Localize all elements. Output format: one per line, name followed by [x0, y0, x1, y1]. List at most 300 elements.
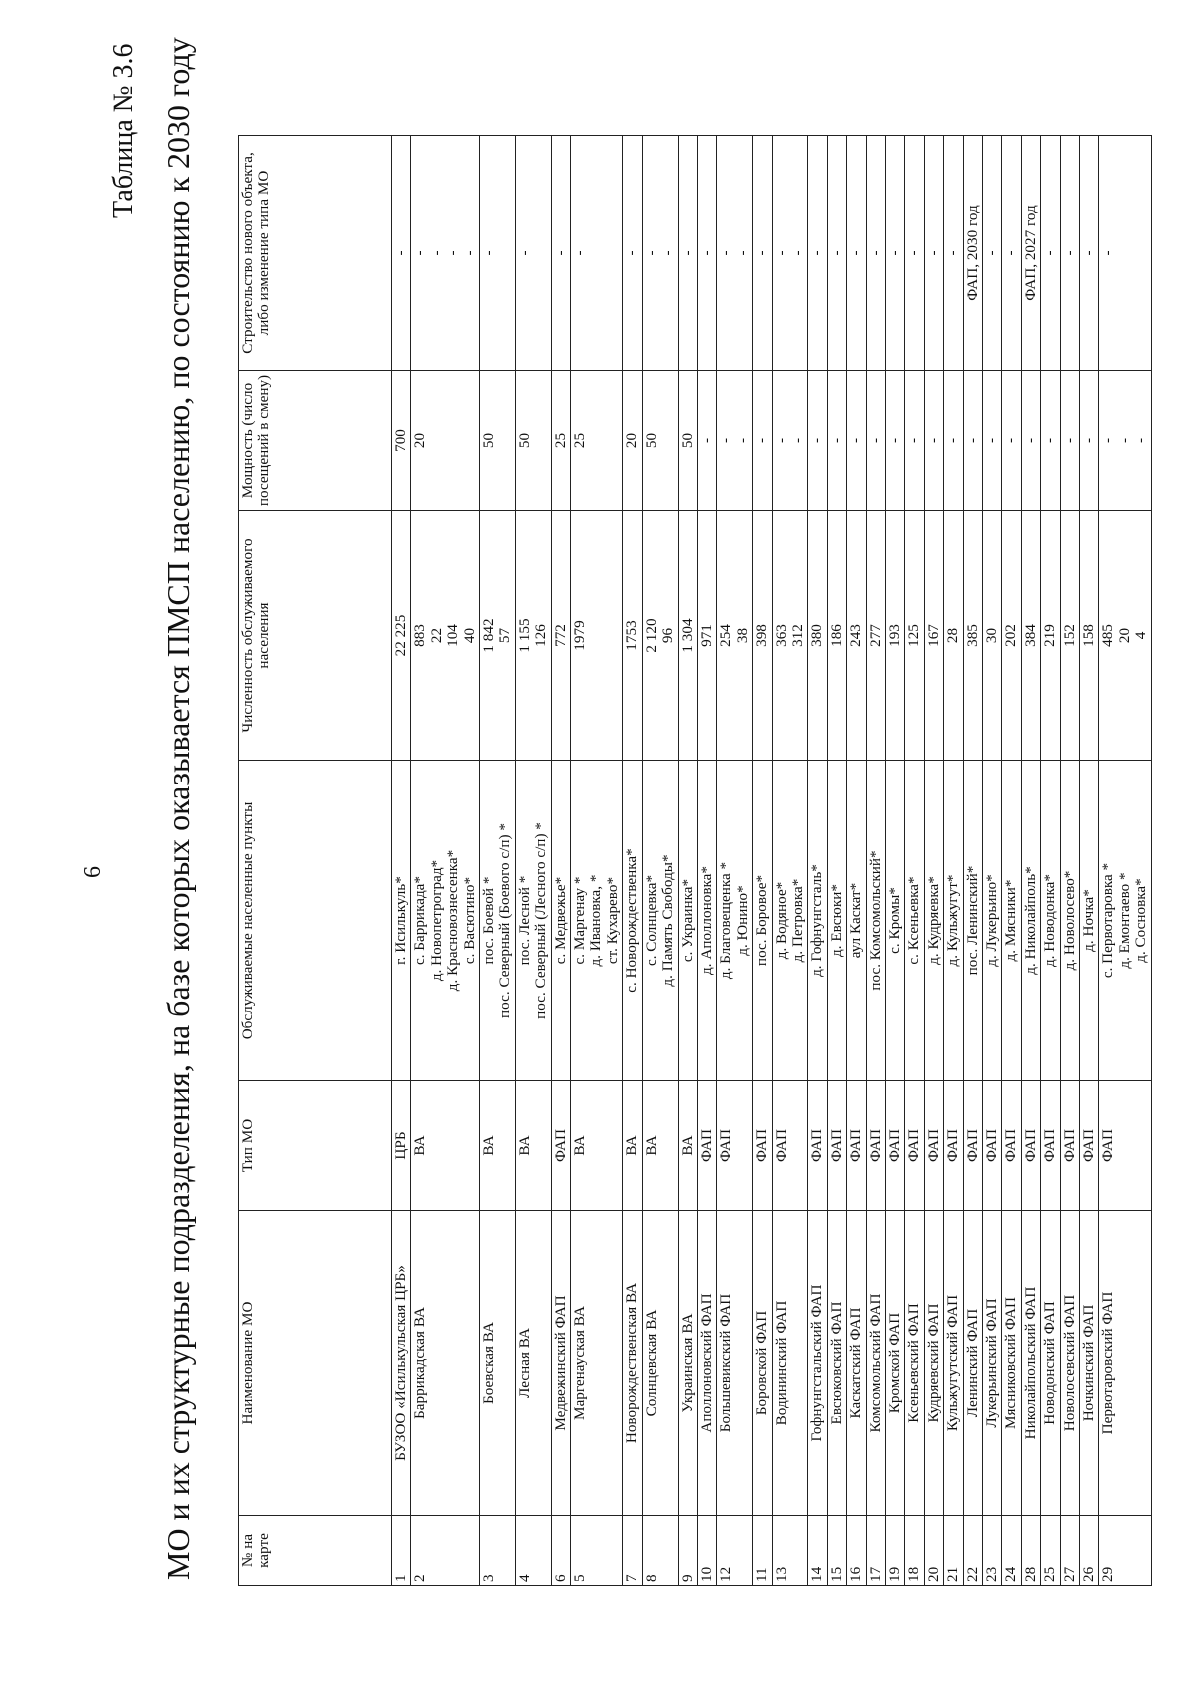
facility-type: ВА [515, 1081, 551, 1211]
map-number: 1 [392, 1516, 411, 1586]
facility-type: ФАП [717, 1081, 753, 1211]
population-value: 243 [847, 624, 865, 647]
facility-type: ФАП [697, 1081, 716, 1211]
population-value-cell [847, 511, 866, 761]
table-row [772, 136, 808, 1586]
population-value-cell [515, 511, 551, 761]
map-number: 23 [983, 1516, 1002, 1586]
construction-plan-cell [944, 136, 963, 371]
map-number: 7 [623, 1516, 642, 1586]
population-value: 4 [1132, 631, 1150, 640]
population-value-cell [1002, 511, 1021, 761]
map-number: 18 [905, 1516, 924, 1586]
served-settlement: д. Евсюки* [827, 884, 845, 957]
population-value-cell [642, 511, 678, 761]
population-value: 1 155 [515, 618, 533, 653]
capacity-value-cell [944, 371, 963, 511]
capacity-value: 20 [411, 432, 429, 449]
table-row [1021, 136, 1040, 1586]
construction-plan: - [733, 250, 751, 256]
facility-name: Ксеньевский ФАП [905, 1211, 924, 1516]
served-settlement-cell [1060, 761, 1079, 1081]
capacity-value: 50 [642, 432, 660, 449]
construction-plan: - [717, 250, 735, 256]
served-settlement-cell [1002, 761, 1021, 1081]
table-row [717, 136, 753, 1586]
capacity-value: - [753, 437, 771, 444]
served-settlement: с. Украинка* [678, 878, 696, 963]
table-row [905, 136, 924, 1586]
served-settlement-cell [515, 761, 551, 1081]
construction-plan: - [392, 250, 409, 256]
served-settlement: д. Память Свободы* [659, 854, 677, 987]
capacity-value: - [1099, 437, 1117, 444]
capacity-value: 20 [623, 432, 641, 449]
table-body [392, 136, 1152, 1586]
capacity-value: - [1002, 437, 1020, 444]
served-settlement-cell [1041, 761, 1060, 1081]
served-settlement: д. Гофнунгсталь* [808, 864, 826, 977]
capacity-value-cell [551, 371, 570, 511]
construction-plan: - [924, 250, 942, 256]
capacity-value-cell [1041, 371, 1060, 511]
construction-plan-cell [717, 136, 753, 371]
construction-plan-cell [866, 136, 885, 371]
population-value-cell [963, 511, 982, 761]
capacity-value: 50 [515, 432, 533, 449]
served-settlement: д. Ночка* [1080, 889, 1098, 952]
capacity-value: - [827, 437, 845, 444]
construction-plan-cell [905, 136, 924, 371]
map-number: 24 [1002, 1516, 1021, 1586]
construction-plan: - [623, 250, 641, 256]
capacity-value-cell [1080, 371, 1099, 511]
facility-name: Солнцевская ВА [642, 1211, 678, 1516]
capacity-value-cell [827, 371, 846, 511]
facility-type: ФАП [1041, 1081, 1060, 1211]
map-number: 13 [772, 1516, 808, 1586]
construction-plan-cell [963, 136, 982, 371]
population-value: 219 [1041, 624, 1059, 647]
construction-plan: - [827, 250, 845, 256]
population-value: 57 [496, 627, 514, 644]
construction-plan: - [788, 250, 806, 256]
table-label: Таблица № 3.6 [108, 43, 139, 218]
population-value-cell [411, 511, 480, 761]
construction-plan: - [847, 250, 865, 256]
population-value: 398 [753, 624, 771, 647]
construction-plan: - [697, 250, 715, 256]
capacity-value: 25 [571, 432, 589, 449]
construction-plan-cell [697, 136, 716, 371]
map-number: 21 [944, 1516, 963, 1586]
facility-name: Ленинский ФАП [963, 1211, 982, 1516]
construction-plan: - [885, 250, 903, 256]
construction-plan: - [480, 250, 498, 256]
population-value: 772 [551, 624, 569, 647]
capacity-value-cell [753, 371, 772, 511]
population-value: 385 [963, 624, 981, 647]
served-settlement: д. Ивановка, * [587, 874, 605, 967]
population-value-cell [866, 511, 885, 761]
facility-type: ФАП [1002, 1081, 1021, 1211]
population-value: 277 [866, 624, 884, 647]
map-number: 2 [411, 1516, 480, 1586]
population-value: 22 225 [392, 614, 409, 657]
population-value: 193 [885, 624, 903, 647]
map-number: 17 [866, 1516, 885, 1586]
construction-plan-cell [571, 136, 623, 371]
population-value-cell [392, 511, 411, 761]
construction-plan-cell [753, 136, 772, 371]
capacity-value: 25 [551, 432, 569, 449]
column-header: № на карте [239, 1516, 392, 1586]
construction-plan: - [642, 250, 660, 256]
facility-type: ФАП [1080, 1081, 1099, 1211]
facility-name: Кромской ФАП [885, 1211, 904, 1516]
capacity-value: - [847, 437, 865, 444]
served-settlement: д. Красновознесенка* [444, 849, 462, 992]
population-value-cell [983, 511, 1002, 761]
map-number: 22 [963, 1516, 982, 1586]
capacity-value: - [866, 437, 884, 444]
table-row [480, 136, 516, 1586]
population-value: 28 [944, 627, 962, 644]
capacity-value-cell [1060, 371, 1079, 511]
facility-type: ЦРБ [392, 1081, 411, 1211]
table-row [866, 136, 885, 1586]
construction-plan: - [1002, 250, 1020, 256]
column-header: Строительство нового объекта, либо изменение типа МО [239, 136, 392, 371]
capacity-value: - [1041, 437, 1059, 444]
facility-name: Евсюковский ФАП [827, 1211, 846, 1516]
capacity-value-cell [642, 371, 678, 511]
served-settlement-cell [924, 761, 943, 1081]
table-row [808, 136, 827, 1586]
construction-plan: - [1099, 250, 1117, 256]
served-settlement-cell [866, 761, 885, 1081]
capacity-value: - [905, 437, 923, 444]
construction-plan-cell [924, 136, 943, 371]
served-settlement: д. Юнино* [733, 885, 751, 956]
population-value-cell [571, 511, 623, 761]
population-value: 485 [1099, 624, 1117, 647]
facility-name: Большевикский ФАП [717, 1211, 753, 1516]
construction-plan: - [1080, 250, 1098, 256]
table-row [1060, 136, 1079, 1586]
table-row [623, 136, 642, 1586]
capacity-value: - [924, 437, 942, 444]
construction-plan: - [1041, 250, 1059, 256]
served-settlement-cell [571, 761, 623, 1081]
map-number: 6 [551, 1516, 570, 1586]
capacity-value: - [944, 437, 962, 444]
capacity-value-cell [866, 371, 885, 511]
facility-type: ФАП [885, 1081, 904, 1211]
map-number: 12 [717, 1516, 753, 1586]
population-value: 167 [924, 624, 942, 647]
construction-plan-cell [983, 136, 1002, 371]
population-value-cell [905, 511, 924, 761]
facility-type: ФАП [983, 1081, 1002, 1211]
construction-plan: - [678, 250, 696, 256]
served-settlement: д. Новодонка* [1041, 873, 1059, 968]
capacity-value-cell [885, 371, 904, 511]
capacity-value-cell [392, 371, 411, 511]
capacity-value-cell [515, 371, 551, 511]
population-value: 22 [427, 627, 445, 644]
column-header: Тип МО [239, 1081, 392, 1211]
capacity-value: 50 [678, 432, 696, 449]
facility-type: ВА [623, 1081, 642, 1211]
capacity-value: - [1080, 437, 1098, 444]
served-settlement-cell [392, 761, 411, 1081]
table-row [753, 136, 772, 1586]
facility-type: ФАП [963, 1081, 982, 1211]
facility-name: Баррикадская ВА [411, 1211, 480, 1516]
facility-type: ФАП [1021, 1081, 1040, 1211]
facility-type: ФАП [944, 1081, 963, 1211]
map-number: 8 [642, 1516, 678, 1586]
table-row [571, 136, 623, 1586]
map-number: 9 [678, 1516, 697, 1586]
map-number: 11 [753, 1516, 772, 1586]
capacity-value-cell [678, 371, 697, 511]
map-number: 14 [808, 1516, 827, 1586]
table-row [392, 136, 411, 1586]
construction-plan-cell [885, 136, 904, 371]
population-value: 312 [788, 624, 806, 647]
population-value-cell [717, 511, 753, 761]
facility-name: Комсомольский ФАП [866, 1211, 885, 1516]
capacity-value-cell [571, 371, 623, 511]
population-value-cell [753, 511, 772, 761]
population-value: 158 [1080, 624, 1098, 647]
construction-plan-cell [847, 136, 866, 371]
served-settlement-cell [827, 761, 846, 1081]
population-value: 1979 [571, 620, 589, 651]
served-settlement: пос. Северный (Лесного с/п) * [532, 822, 550, 1019]
population-value: 126 [532, 624, 550, 647]
population-value: 971 [697, 624, 715, 647]
population-value-cell [827, 511, 846, 761]
construction-plan: - [772, 250, 790, 256]
column-header: Численность обслуживаемого населения [239, 511, 392, 761]
capacity-value-cell [963, 371, 982, 511]
served-settlement: пос. Комсомольский* [866, 850, 884, 991]
capacity-value-cell [480, 371, 516, 511]
facility-name: Мясниковский ФАП [1002, 1211, 1021, 1516]
population-value-cell [1080, 511, 1099, 761]
capacity-value: - [885, 437, 903, 444]
population-value-cell [885, 511, 904, 761]
construction-plan-cell [515, 136, 551, 371]
construction-plan: ФАП, 2027 год [1021, 205, 1039, 301]
capacity-value: - [697, 437, 715, 444]
table-row [983, 136, 1002, 1586]
population-value: 186 [827, 624, 845, 647]
served-settlement: д. Благовещенка * [717, 861, 735, 980]
construction-plan-cell [1080, 136, 1099, 371]
page-title: МО и их структурные подразделения, на базе которых оказывается ПМСП населению, по состоянию к 2030 году [160, 37, 196, 1580]
capacity-value-cell [847, 371, 866, 511]
served-settlement-cell [1021, 761, 1040, 1081]
served-settlement-cell [411, 761, 480, 1081]
capacity-value-cell [411, 371, 480, 511]
facility-name: Новолосевский ФАП [1060, 1211, 1079, 1516]
served-settlement: с. Баррикада* [411, 875, 429, 966]
population-value: 254 [717, 624, 735, 647]
capacity-value-cell [772, 371, 808, 511]
construction-plan-cell [411, 136, 480, 371]
served-settlement: пос. Ленинский* [963, 865, 981, 976]
facility-name: Лукерьинский ФАП [983, 1211, 1002, 1516]
served-settlement: д. Лукерьино* [983, 874, 1000, 967]
served-settlement-cell [678, 761, 697, 1081]
served-settlement-cell [905, 761, 924, 1081]
construction-plan-cell [1002, 136, 1021, 371]
capacity-value: - [1115, 437, 1133, 444]
population-value-cell [808, 511, 827, 761]
served-settlement: д. Аполлоновка* [697, 866, 715, 975]
population-value-cell [480, 511, 516, 761]
served-settlement-cell [1099, 761, 1151, 1081]
table-header-row [239, 136, 392, 1586]
served-settlement: пос. Боевой * [480, 876, 498, 965]
table-row [885, 136, 904, 1586]
facility-type: ФАП [905, 1081, 924, 1211]
capacity-value: - [983, 437, 1000, 444]
map-number: 27 [1060, 1516, 1079, 1586]
capacity-value: - [1021, 437, 1039, 444]
facility-type: ВА [642, 1081, 678, 1211]
capacity-value-cell [623, 371, 642, 511]
population-value: 38 [733, 627, 751, 644]
capacity-value-cell [1002, 371, 1021, 511]
capacity-value-cell [717, 371, 753, 511]
served-settlement: д. Новопетроград* [427, 859, 445, 982]
facility-type: ВА [571, 1081, 623, 1211]
population-value-cell [924, 511, 943, 761]
construction-plan: ФАП, 2030 год [963, 205, 981, 301]
map-number: 29 [1099, 1516, 1151, 1586]
population-value-cell [1099, 511, 1151, 761]
population-value: 384 [1021, 624, 1039, 647]
facility-name: БУЗОО «Исилькульская ЦРБ» [392, 1211, 411, 1516]
facility-name: Новодонский ФАП [1041, 1211, 1060, 1516]
facility-name: Боровской ФАП [753, 1211, 772, 1516]
construction-plan-cell [551, 136, 570, 371]
construction-plan: - [515, 250, 533, 256]
served-settlement: д. Водяное* [772, 881, 790, 960]
facility-type: ФАП [924, 1081, 943, 1211]
table-row [847, 136, 866, 1586]
table-row [1002, 136, 1021, 1586]
facility-name: Первотаровский ФАП [1099, 1211, 1151, 1516]
capacity-value-cell [905, 371, 924, 511]
served-settlement-cell [717, 761, 753, 1081]
population-value: 202 [1002, 624, 1020, 647]
construction-plan-cell [678, 136, 697, 371]
facility-type: ФАП [551, 1081, 570, 1211]
map-number: 5 [571, 1516, 623, 1586]
served-settlement-cell [753, 761, 772, 1081]
map-number: 19 [885, 1516, 904, 1586]
facility-name: Украинская ВА [678, 1211, 697, 1516]
capacity-value: - [963, 437, 981, 444]
population-value-cell [772, 511, 808, 761]
served-settlement: д. Николайполь* [1021, 866, 1039, 975]
construction-plan: - [444, 250, 462, 256]
served-settlement: ст. Кухарево* [603, 876, 621, 965]
facility-type: ФАП [772, 1081, 808, 1211]
construction-plan: - [983, 250, 1000, 256]
population-value: 152 [1060, 624, 1078, 647]
capacity-value: - [808, 437, 826, 444]
facility-name: Боевская ВА [480, 1211, 516, 1516]
population-value-cell [1041, 511, 1060, 761]
served-settlement-cell [772, 761, 808, 1081]
map-number: 26 [1080, 1516, 1099, 1586]
served-settlement: д. Кульжугут* [944, 874, 962, 967]
served-settlement: с. Кромы* [885, 887, 903, 954]
population-value: 883 [411, 624, 429, 647]
facility-name: Новорождественская ВА [623, 1211, 642, 1516]
served-settlement: с. Ксеньевка* [905, 876, 923, 965]
population-value-cell [697, 511, 716, 761]
facility-type: ФАП [808, 1081, 827, 1211]
served-settlement: с. Маргенау * [571, 876, 589, 965]
table-row [827, 136, 846, 1586]
facility-name: Аполлоновский ФАП [697, 1211, 716, 1516]
capacity-value: - [717, 437, 735, 444]
capacity-value: - [1060, 437, 1078, 444]
column-header: Наименование МО [239, 1211, 392, 1516]
capacity-value-cell [697, 371, 716, 511]
capacity-value: - [788, 437, 806, 444]
facility-type: ВА [480, 1081, 516, 1211]
capacity-value: 50 [480, 432, 498, 449]
facilities-table [238, 135, 1152, 1586]
table-row [678, 136, 697, 1586]
table-row [515, 136, 551, 1586]
served-settlement-cell [551, 761, 570, 1081]
construction-plan: - [808, 250, 826, 256]
served-settlement-cell [623, 761, 642, 1081]
table-row [697, 136, 716, 1586]
facility-name: Николайпольский ФАП [1021, 1211, 1040, 1516]
capacity-value: - [772, 437, 790, 444]
construction-plan: - [659, 250, 677, 256]
served-settlement-cell [480, 761, 516, 1081]
construction-plan: - [753, 250, 771, 256]
served-settlement: д. Емонтаево * [1115, 872, 1133, 969]
served-settlement: с. Новорождественка* [623, 848, 641, 993]
construction-plan: - [571, 250, 589, 256]
construction-plan-cell [1060, 136, 1079, 371]
population-value: 20 [1115, 627, 1133, 644]
facility-name: Водининский ФАП [772, 1211, 808, 1516]
population-value: 96 [659, 627, 677, 644]
population-value: 125 [905, 624, 923, 647]
served-settlement-cell [808, 761, 827, 1081]
column-header: Мощность (число посещений в смену) [239, 371, 392, 511]
construction-plan-cell [808, 136, 827, 371]
served-settlement: с. Первотаровка * [1099, 862, 1117, 979]
served-settlement: д. Мясники* [1002, 879, 1020, 962]
served-settlement: пос. Северный (Боевого с/п) * [496, 823, 514, 1018]
facility-name: Ночкинский ФАП [1080, 1211, 1099, 1516]
